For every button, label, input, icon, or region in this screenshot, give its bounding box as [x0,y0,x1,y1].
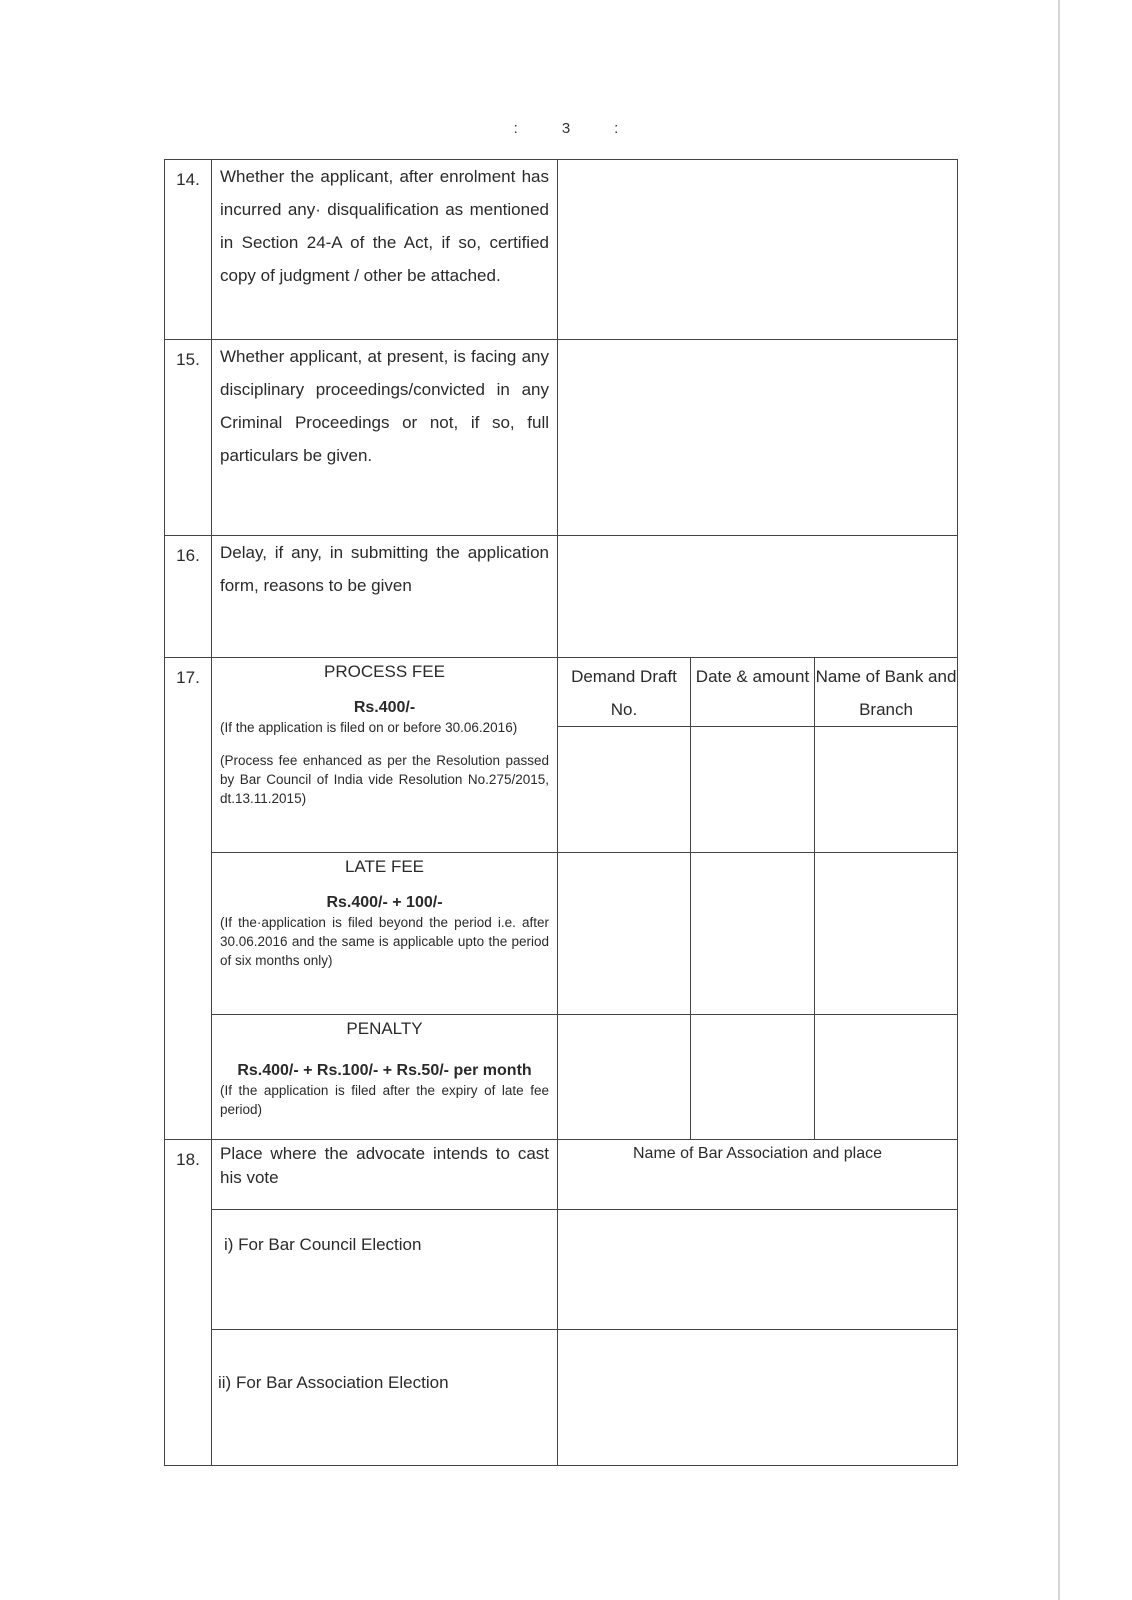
page-number-left-colon: : [513,120,518,137]
bar-association-election-label: ii) For Bar Association Election [212,1330,558,1466]
late-fee-amount: Rs.400/- + 100/- [326,894,443,911]
bar-association-election-field[interactable] [558,1330,958,1466]
late-fee-note: (If the·application is filed beyond the period i.e. after 30.06.2016 and the same is applicable upto the period of six months only) [220,915,549,968]
row-16-number: 16. [165,536,212,658]
row-17-number: 17. [165,658,212,1140]
late-fee-date-amount-field[interactable] [691,853,815,1015]
row-15-answer-field[interactable] [558,340,958,536]
application-form-table [164,159,958,1466]
row-17-penalty [165,1015,958,1140]
row-14-number: 14. [165,160,212,340]
bar-association-header: Name of Bar Association and place [558,1140,958,1210]
process-fee-demand-draft-field[interactable] [558,727,691,853]
penalty-title: PENALTY [346,1019,423,1038]
demand-draft-header: Demand Draft No. [558,658,691,727]
row-15-question: Whether applicant, at present, is facing any disciplinary proceedings/convicted in any Criminal Proceedings or not, if so, full particulars be given. [212,340,558,536]
row-17-header [165,658,958,727]
page-number-right-colon: : [614,120,619,137]
row-14 [165,160,958,340]
process-fee-title: PROCESS FEE [324,662,445,681]
row-14-answer-field[interactable] [558,160,958,340]
late-fee-title: LATE FEE [344,857,425,876]
process-fee-date-amount-field[interactable] [691,727,815,853]
page-number [0,120,1132,137]
row-18-bar-association [165,1330,958,1466]
row-17-late-fee [165,853,958,1015]
late-fee-demand-draft-field[interactable] [558,853,691,1015]
late-fee-box [212,853,558,1015]
process-fee-amount: Rs.400/- [353,699,416,716]
row-18-question: Place where the advocate intends to cast his vote [212,1140,558,1210]
bar-council-election-label: i) For Bar Council Election [212,1210,558,1330]
row-18 [165,1140,958,1210]
row-15 [165,340,958,536]
penalty-amount: Rs.400/- + Rs.100/- + Rs.50/- per month [237,1062,532,1079]
process-fee-box [212,658,558,853]
penalty-bank-branch-field[interactable] [815,1015,958,1140]
process-fee-note: (If the application is filed on or before 30.06.2016) [220,720,518,735]
penalty-box [212,1015,558,1140]
process-fee-resolution-note: (Process fee enhanced as per the Resolution passed by Bar Council of India vide Resolution No.275/2015, dt.13.11.2015) [220,753,549,806]
row-16-question: Delay, if any, in submitting the application form, reasons to be given [212,536,558,658]
row-16-answer-field[interactable] [558,536,958,658]
late-fee-bank-branch-field[interactable] [815,853,958,1015]
page-edge-shadow [1058,0,1060,1600]
row-16 [165,536,958,658]
page-number-value: 3 [561,120,571,137]
bank-branch-header: Name of Bank and Branch [815,658,958,727]
row-18-number: 18. [165,1140,212,1466]
penalty-demand-draft-field[interactable] [558,1015,691,1140]
bar-council-election-field[interactable] [558,1210,958,1330]
penalty-date-amount-field[interactable] [691,1015,815,1140]
row-14-question: Whether the applicant, after enrolment has incurred any· disqualification as mentioned in Section 24-A of the Act, if so, certified copy of judgment / other be attached. [212,160,558,340]
process-fee-bank-branch-field[interactable] [815,727,958,853]
penalty-note: (If the application is filed after the expiry of late fee period) [220,1083,549,1117]
date-amount-header: Date & amount [691,658,815,727]
row-15-number: 15. [165,340,212,536]
row-18-bar-council [165,1210,958,1330]
